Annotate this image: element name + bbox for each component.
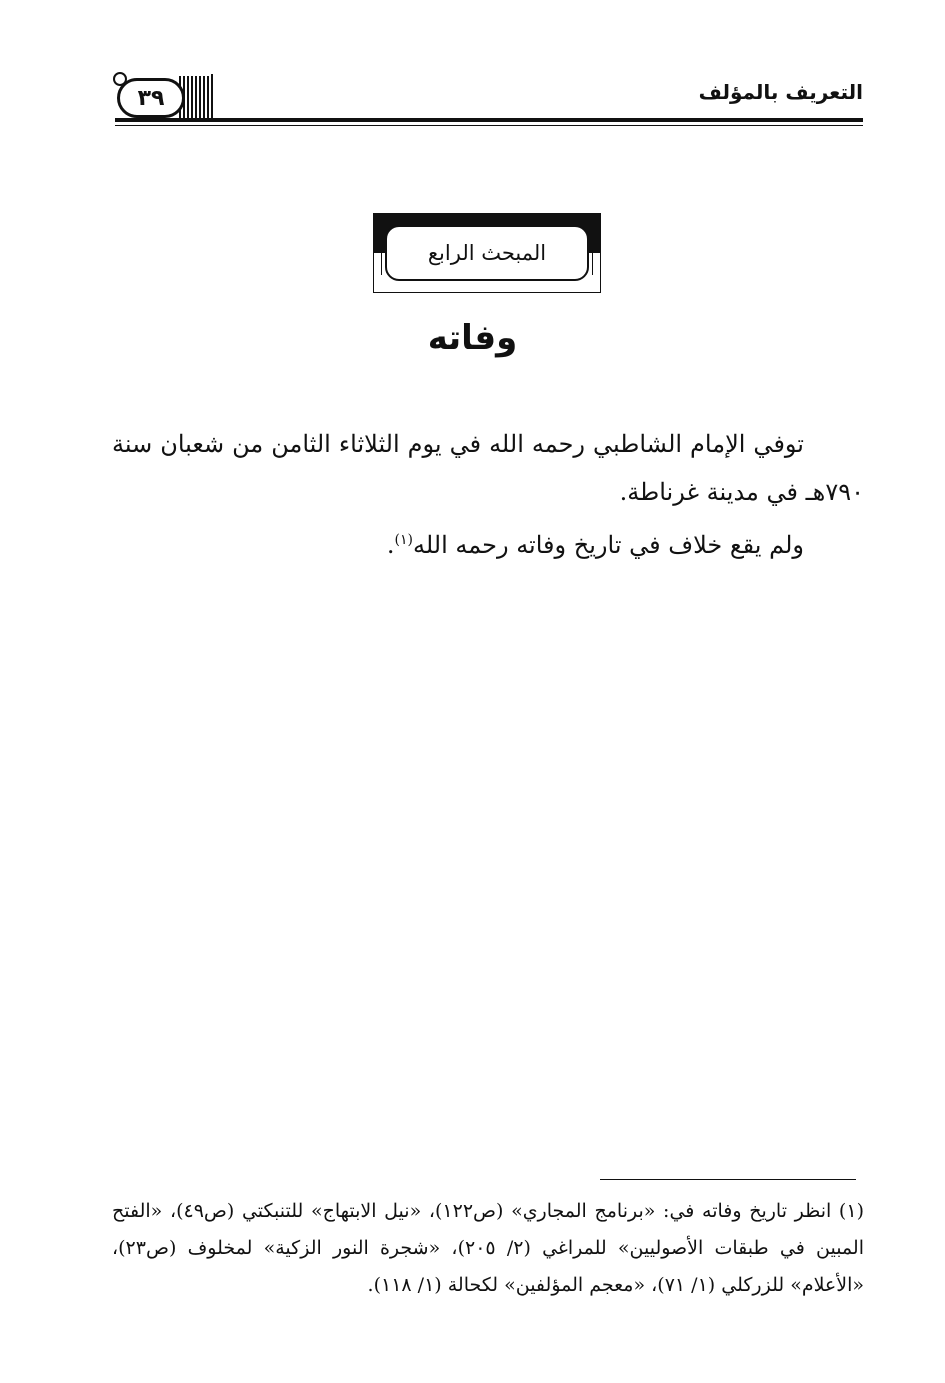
paragraph-2 (112, 516, 864, 569)
header-rule-thick (115, 118, 863, 122)
page-number-badge (115, 72, 215, 116)
header-rule-thin (115, 125, 863, 126)
badge-bar (211, 74, 213, 120)
page-header (115, 70, 863, 128)
running-title: التعريف بالمؤلف (698, 80, 863, 104)
page-number: ٣٩ (117, 78, 185, 118)
badge-ring (113, 72, 127, 86)
body-text (112, 420, 864, 569)
chapter-title: وفاته (427, 318, 518, 358)
frame-side-left (373, 253, 382, 275)
frame-side-right (592, 253, 601, 275)
paragraph-1: توفي الإمام الشاطبي رحمه الله في يوم الثلاثاء الثامن من شعبان سنة ٧٩٠هـ في مدينة غرناطة. (112, 430, 864, 506)
section-label-frame (373, 213, 601, 293)
section-label: المبحث الرابع (385, 225, 589, 281)
paragraph-2-end: . (386, 531, 395, 559)
footnote-rule (600, 1179, 856, 1180)
paragraph-2-text: ولم يقع خلاف في تاريخ وفاته رحمه الله (412, 531, 804, 559)
footnote-marker[interactable]: (١) (394, 532, 413, 548)
footnote: (١) انظر تاريخ وفاته في: «برنامج المجاري» (ص١٢٢)، «نيل الابتهاج» للتنبكتي (ص٤٩)، «الفتح المبين في طبقات الأصوليين» للمراغي (٢/ ٢٠٥)، «شجرة النور الزكية» لمخلوف (ص٢٣)، «الأعلام» للزركلي (١/ ٧١)، «معجم المؤلفين» لكحالة (١/ ١١٨). (112, 1200, 864, 1296)
